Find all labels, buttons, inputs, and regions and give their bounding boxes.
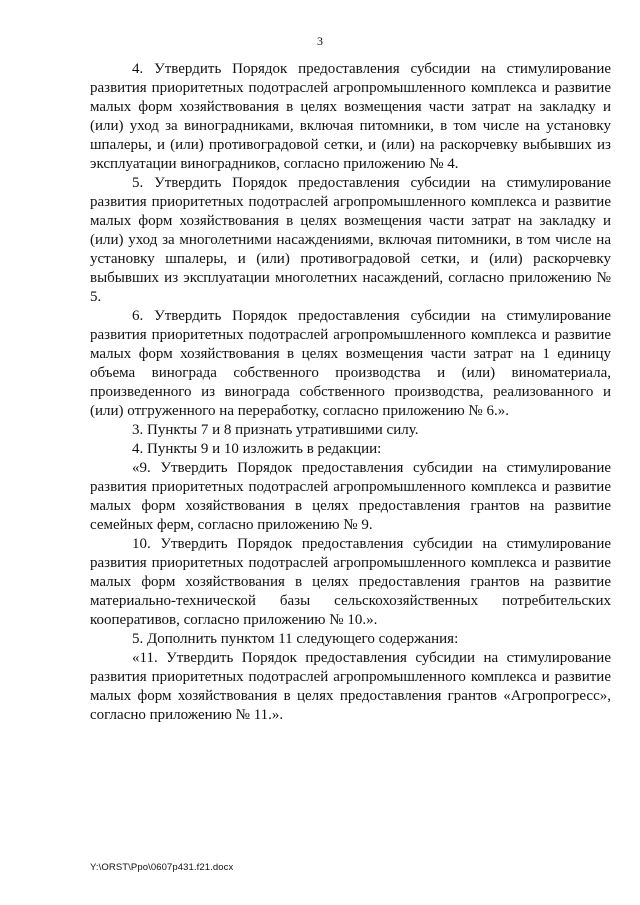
- file-path-footer: Y:\ORST\Ppo\0607p431.f21.docx: [90, 862, 234, 873]
- paragraph-item-4: 4. Утвердить Порядок предоставления субсидии на стимулирование развития приоритетных подотраслей агропромышленного комплекса и развитие малых форм хозяйствования в целях возмещения части затрат на закладку и (или) уход за виноградниками, включая питомники, в том числе на установку шпалеры, и (или) противоградовой сетки, и (или) на раскорчевку выбывших из эксплуатации виноградников, согласно приложению № 4.: [90, 61, 611, 172]
- paragraph-clause-4: 4. Пункты 9 и 10 изложить в редакции:: [132, 441, 382, 457]
- paragraph-item-6: 6. Утвердить Порядок предоставления субсидии на стимулирование развития приоритетных подотраслей агропромышленного комплекса и развитие малых форм хозяйствования в целях возмещения части затрат на 1 единицу объема винограда собственного производства и (или) виноматериала, произведенного из винограда собственного производства, реализованного и (или) отгруженного на переработку, согласно приложению № 6.».: [90, 308, 611, 419]
- paragraph-clause-5: 5. Дополнить пунктом 11 следующего содержания:: [132, 631, 459, 647]
- paragraph-item-10: 10. Утвердить Порядок предоставления субсидии на стимулирование развития приоритетных подотраслей агропромышленного комплекса и развитие малых форм хозяйствования в целях предоставления грантов на развитие материально-технической базы сельскохозяйственных потребительских кооперативов, согласно приложению № 10.».: [90, 536, 611, 628]
- paragraph-clause-3: 3. Пункты 7 и 8 признать утратившими силу.: [132, 422, 419, 438]
- paragraph-item-9: «9. Утвердить Порядок предоставления субсидии на стимулирование развития приоритетных подотраслей агропромышленного комплекса и развитие малых форм хозяйствования в целях предоставления грантов на развитие семейных ферм, согласно приложению № 9.: [90, 460, 611, 533]
- document-body: [90, 60, 611, 725]
- paragraph-item-5: 5. Утвердить Порядок предоставления субсидии на стимулирование развития приоритетных подотраслей агропромышленного комплекса и развитие малых форм хозяйствования в целях возмещения части затрат на закладку и (или) уход за многолетними насаждениями, включая питомники, в том числе на установку шпалеры, и (или) противоградовой сетки, и (или) раскорчевку выбывших из эксплуатации многолетних насаждений, согласно приложению № 5.: [90, 175, 611, 305]
- paragraph-item-11: «11. Утвердить Порядок предоставления субсидии на стимулирование развития приоритетных подотраслей агропромышленного комплекса и развитие малых форм хозяйствования в целях предоставления грантов «Агропрогресс», согласно приложению № 11.».: [90, 650, 611, 723]
- page-number: 3: [317, 34, 323, 48]
